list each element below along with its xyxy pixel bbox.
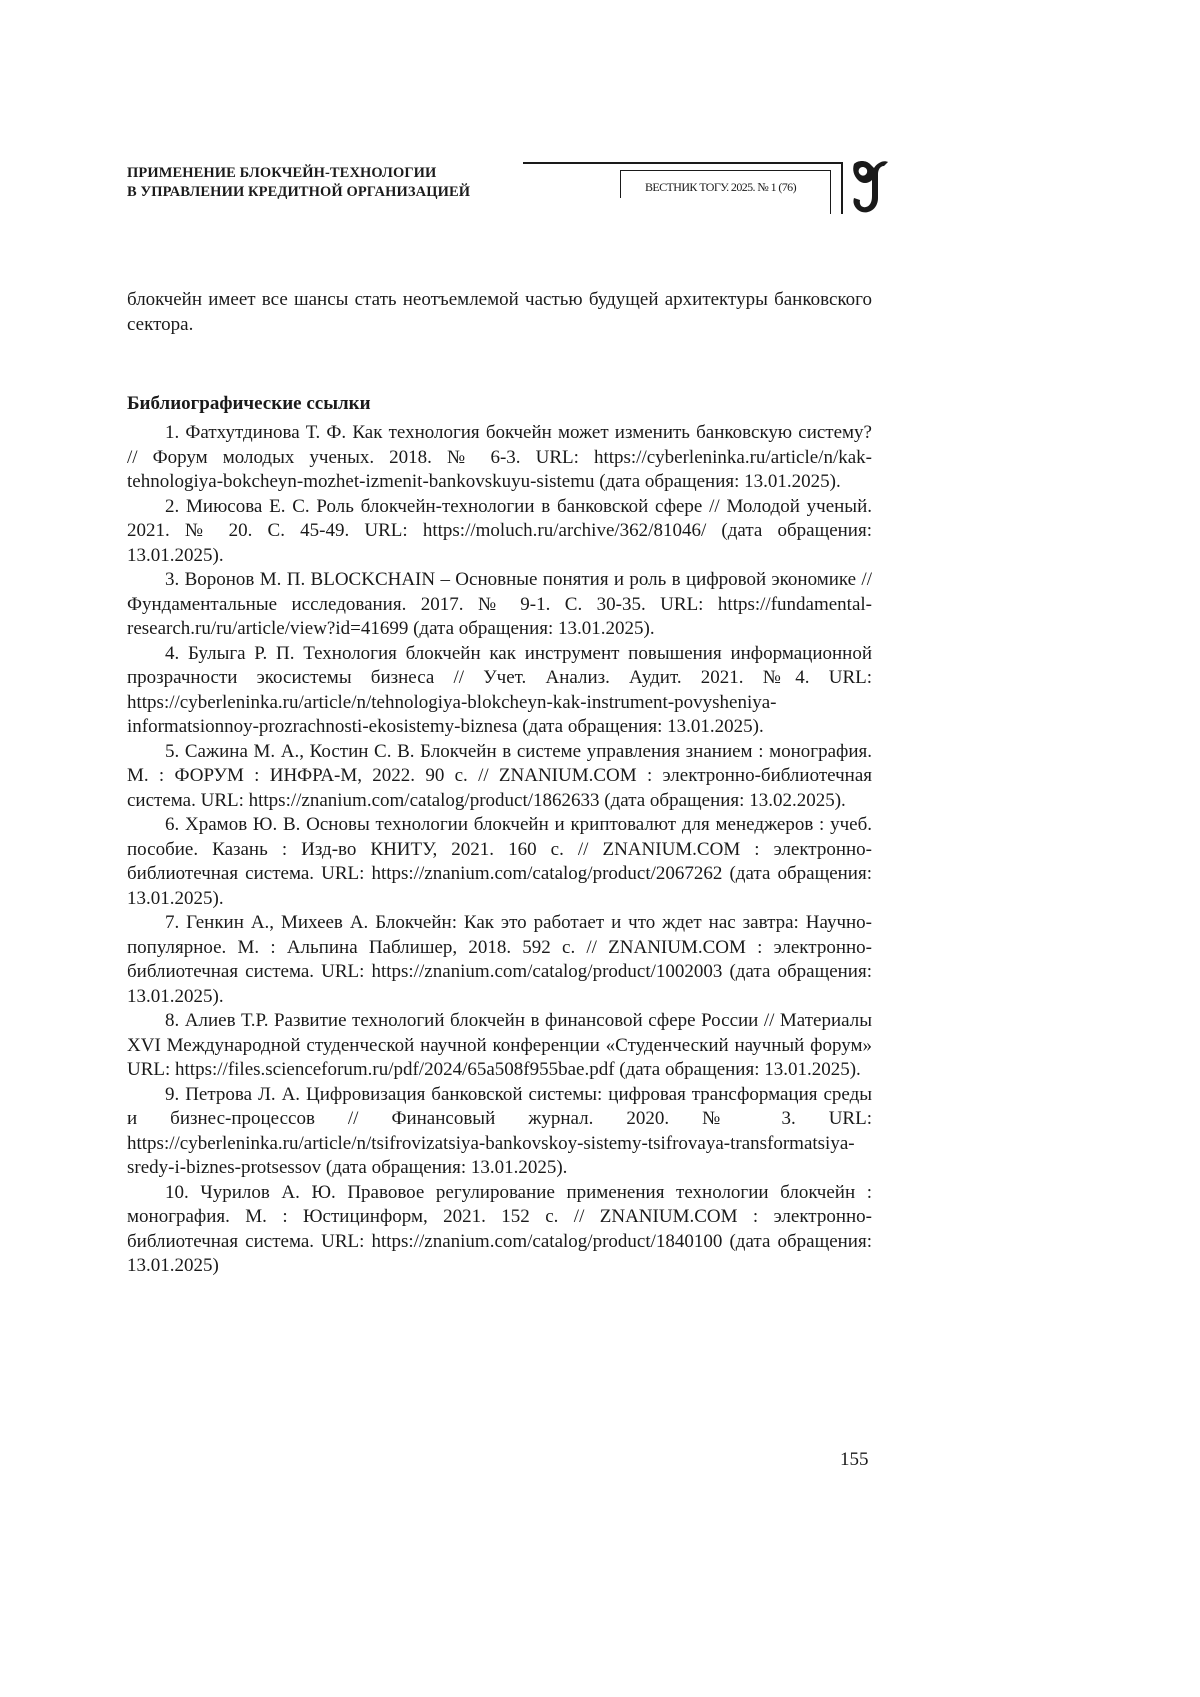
reference-list bbox=[127, 421, 872, 1279]
header-divider bbox=[841, 162, 843, 214]
reference-item: 2. Миюсова Е. С. Роль блокчейн-технологии в банковской сфере // Молодой ученый. 2021. № 20. С. 45-49. URL: https://moluch.ru/archive/362/81046/ (дата обращения: 13.01.2025). bbox=[127, 495, 872, 566]
running-header-title bbox=[127, 164, 470, 202]
intro-text: блокчейн имеет все шансы стать неотъемлемой частью будущей архитектуры банковского сектора. bbox=[127, 289, 872, 335]
reference-item: 10. Чурилов А. Ю. Правовое регулирование применения технологии блокчейн : монография. М. : Юстицинформ, 2021. 152 с. // ZNANIUM.COM : электронно-библиотечная система. URL: https://znanium.com/catalog/product/1840100 (дата обращения: 13.01.2025) bbox=[127, 1181, 872, 1276]
reference-item: 4. Булыга Р. П. Технология блокчейн как инструмент повышения информационной прозрачности экосистемы бизнеса // Учет. Анализ. Аудит. 2021. №4. URL: https://cyberleninka.ru/article/n/tehnologiya-blokcheyn-kak-instrument-povysheniya-informatsionnoy-prozrachnosti-ekosistemy-biznesa (дата обращения: 13.01.2025). bbox=[127, 642, 872, 737]
journal-issue-label: ВЕСТНИК ТОГУ. 2025. № 1 (76) bbox=[645, 180, 796, 194]
reference-item: 6. Храмов Ю. В. Основы технологии блокчейн и криптовалют для менеджеров : учеб. пособие. Казань : Изд-во КНИТУ, 2021. 160 с. // ZNANIUM.COM : электронно-библиотечная система. URL: https://znanium.com/catalog/product/2067262 (дата обращения: 13.01.2025). bbox=[127, 814, 872, 909]
running-header-line-1: ПРИМЕНЕНИЕ БЛОКЧЕЙН-ТЕХНОЛОГИИ bbox=[127, 165, 437, 181]
reference-item: 7. Генкин А., Михеев А. Блокчейн: Как это работает и что ждет нас завтра: Научно-популярное. М. : Альпина Паблишер, 2018. 592 с. // ZNANIUM.COM : электронно-библиотечная система. URL: https://znanium.com/catalog/product/1002003 (дата обращения: 13.01.2025). bbox=[127, 912, 872, 1007]
intro-paragraph bbox=[127, 288, 872, 337]
reference-item: 1. Фатхутдинова Т. Ф. Как технология бокчейн может изменить банковскую систему? // Форум молодых ученых. 2018. № 6-3. URL: https://cyberleninka.ru/article/n/kak-tehnologiya-bokcheyn-mozhet-izmenit-bankovskuyu-sistemu (дата обращения: 13.01.2025). bbox=[127, 422, 872, 492]
page-number: 155 bbox=[840, 1449, 869, 1470]
journal-logo-icon bbox=[848, 158, 890, 216]
reference-item: 8. Алиев Т.Р. Развитие технологий блокчейн в финансовой сфере России // Материалы XVI Международной студенческой научной конференции «Студенческий научный форум» URL: https://files.scienceforum.ru/pdf/2024/65a508f955bae.pdf (дата обращения: 13.01.2025). bbox=[127, 1010, 872, 1080]
reference-item: 3. Воронов М. П. BLOCKCHAIN – Основные понятия и роль в цифровой экономике // Фундаментальные исследования. 2017. № 9-1. С. 30-35. URL: https://fundamental-research.ru/ru/article/view?id=41699 (дата обращения: 13.01.2025). bbox=[127, 569, 872, 639]
header-divider bbox=[830, 170, 831, 214]
header-rule bbox=[523, 162, 843, 164]
reference-item: 9. Петрова Л. А. Цифровизация банковской системы: цифровая трансформация среды и бизнес-процессов // Финансовый журнал. 2020. № 3. URL: https://cyberleninka.ru/article/n/tsifrovizatsiya-bankovskoy-sistemy-tsifrovaya-transformatsiya-sredy-i-biznes-protsessov (дата обращения: 13.01.2025). bbox=[127, 1083, 872, 1178]
header-rule-inner bbox=[620, 170, 830, 171]
running-header-line-2: В УПРАВЛЕНИИ КРЕДИТНОЙ ОРГАНИЗАЦИЕЙ bbox=[127, 184, 471, 200]
bibliography-heading: Библиографические ссылки bbox=[127, 393, 371, 414]
header-divider bbox=[620, 170, 621, 198]
reference-item: 5. Сажина М. А., Костин С. В. Блокчейн в системе управления знанием : монография. М. : ФОРУМ : ИНФРА-М, 2022. 90 с. // ZNANIUM.COM : электронно-библиотечная система. URL: https://znanium.com/catalog/product/1862633 (дата обращения: 13.02.2025). bbox=[127, 740, 872, 811]
